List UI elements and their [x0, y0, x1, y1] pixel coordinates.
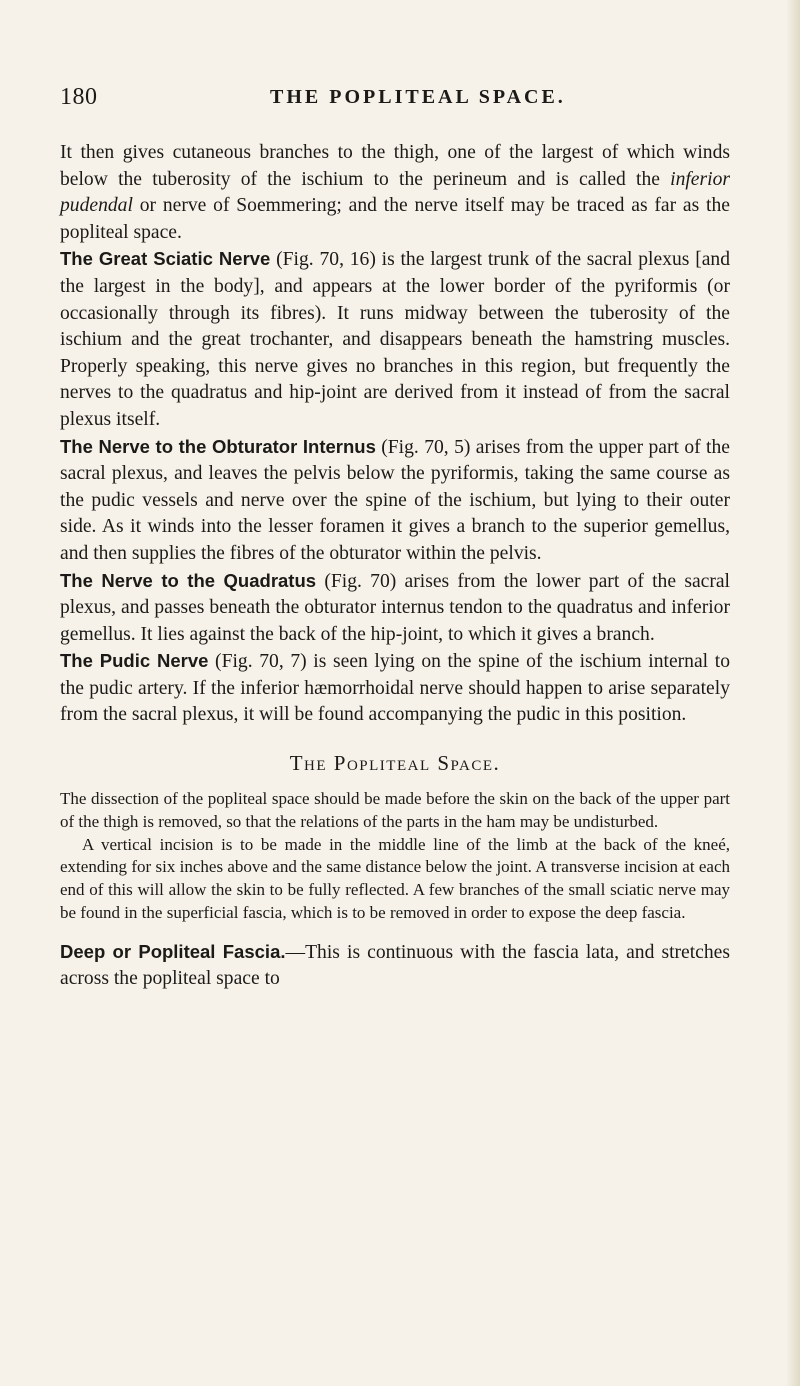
italic-term: inferior pudendal [60, 168, 730, 217]
paragraph-pudic-nerve [60, 648, 730, 729]
paragraph-text: (Fig. 70) arises from the lower part of the sacral plexus, and passes beneath the obturator internus tendon to the quadratus and inferior gemellus. It lies against the back of the hip-joint, to which it gives a branch. [60, 570, 730, 645]
run-in-heading: The Nerve to the Quadratus [60, 569, 317, 591]
running-title: THE POPLITEAL SPACE. [270, 86, 566, 108]
small-paragraph-incision: A vertical incision is to be made in the middle line of the limb at the back of the kneé, extending for six inches above and the same distance below the joint. A transverse incision at each end of this will allow the skin to be fully reflected. A few branches of the small sciatic nerve may be found in the superficial fascia, which is to be removed in order to expose the deep fascia. [60, 834, 730, 923]
run-in-heading: The Nerve to the Obturator Internus [60, 435, 376, 457]
paragraph-text: (Fig. 70, 5) arises from the upper part of the sacral plexus, and leaves the pelvis below the pyriformis, taking the same course as the pudic vessels and nerve over the spine of the ischium, but lying to their outer side. As it winds into the lesser foramen it gives a branch to the superior gemellus, and then supplies the fibres of the obturator within the pelvis. [60, 436, 730, 564]
paragraph-great-sciatic-nerve [60, 246, 730, 433]
paragraph-text: (Fig. 70, 16) is the largest trunk of the sacral plexus [and the largest in the body], and appears at the lower border of the pyriformis (or occasionally through its fibres). It runs midway between the tuberosity of the ischium and the great trochanter, and disappears beneath the hamstring muscles. Properly speaking, this nerve gives no branches in this region, but frequently the nerves to the quadratus and hip-joint are derived from it instead of from the sacral plexus itself. [60, 249, 731, 430]
run-in-heading: The Pudic Nerve [60, 650, 209, 672]
small-paragraph-dissection: The dissection of the popliteal space should be made before the skin on the back of the upper part of the thigh is removed, so that the relations of the parts in the ham may be undisturbed. [60, 789, 730, 831]
paragraph-nerve-obturator-internus [60, 434, 730, 568]
section-title: The Popliteal Space. [289, 751, 501, 776]
paragraph-text: (Fig. 70, 7) is seen lying on the spine of the ischium internal to the pudic artery. If the inferior hæmorrhoidal nerve should happen to arise separately from the sacral plexus, it will be found accompanying the pudic in this position. [60, 651, 730, 726]
paragraph-nerve-quadratus [60, 568, 730, 649]
paragraph-deep-fascia [60, 939, 730, 993]
paragraph-text: It then gives cutaneous branches to the thigh, one of the largest of which winds below the tuberosity of the ischium to the perineum and is called the [60, 142, 730, 190]
body-text [60, 140, 730, 993]
paragraph-text: —This is continuous with the fascia lata, and stretches across the popliteal space to [60, 941, 730, 990]
run-in-heading: Deep or Popliteal Fascia. [60, 940, 286, 962]
run-in-heading: The Great Sciatic Nerve [60, 248, 271, 270]
paragraph-text: or nerve of Soemmering; and the nerve itself may be traced as far as the popliteal space. [60, 195, 730, 243]
running-head [60, 84, 740, 120]
page-number: 180 [60, 84, 98, 110]
page-edge-shadow [786, 0, 800, 1386]
paragraph-cutaneous-branches [60, 140, 730, 246]
spacer [60, 925, 730, 939]
